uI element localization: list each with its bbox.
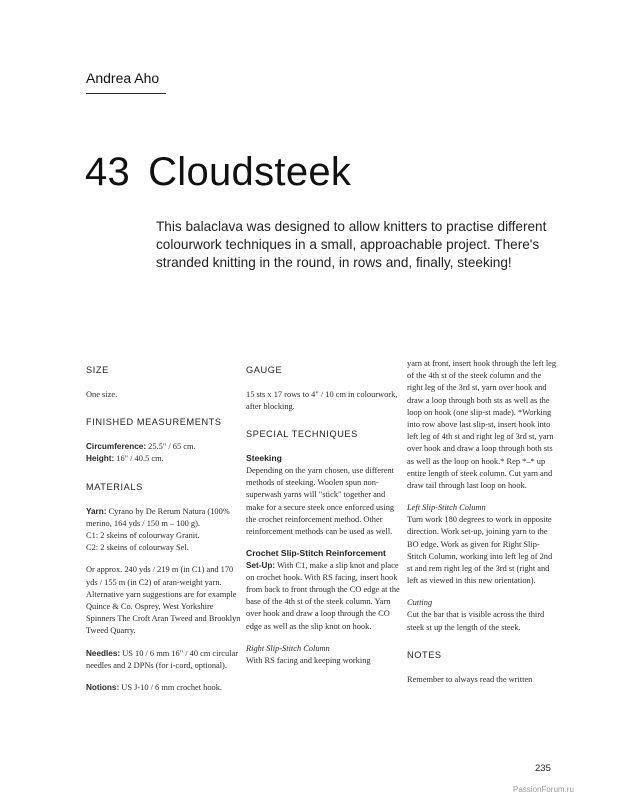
setup-line <box>246 560 404 633</box>
notions-label: Notions: <box>86 683 120 693</box>
page-number: 235 <box>535 763 551 774</box>
column-left <box>86 365 244 694</box>
yarn-label: Yarn: <box>86 506 107 516</box>
pattern-title <box>85 150 351 195</box>
watermark: PassionForum.ru <box>513 785 574 794</box>
crochet-reinforcement-heading: Crochet Slip-Stitch Reinforcement <box>246 548 386 559</box>
needles-label: Needles: <box>86 648 121 658</box>
right-column-heading: Right Slip-Stitch Column <box>246 643 330 653</box>
finished-measurements-heading: FINISHED MEASUREMENTS <box>86 417 222 428</box>
steeking-heading: Steeking <box>246 453 282 464</box>
author-underline <box>86 93 166 94</box>
intro-paragraph: This balaclava was designed to allow knitters to practise different colourwork techniques in a small, approachable project. There's stranded knitting in the round, in rows and, finally, steeking! <box>156 219 547 270</box>
height-value: 16" / 40.5 cm. <box>114 454 164 464</box>
pattern-name: Cloudsteek <box>148 150 352 194</box>
cutting-text: Cut the bar that is visible across the third steek st up the length of the steek. <box>407 610 545 632</box>
column-right <box>407 358 559 686</box>
left-column-text: Turn work 180 degrees to work in opposite direction. Work set-up, joining yarn to the BO edge. Work as given for Right Slip-Stitch Column, working into left leg of 2nd st and rem right leg of the 3rd st (right and left as viewed in this new orientation). <box>407 515 553 586</box>
author-name: Andrea Aho <box>86 70 160 86</box>
yarn-line <box>86 506 244 530</box>
yarn-value: Cyrano by De Rerum Natura (100% merino, 164 yds / 150 m – 100 g). <box>86 506 230 528</box>
notions-line <box>86 682 244 694</box>
pattern-number: 43 <box>85 150 131 194</box>
notions-value: US J-10 / 6 mm crochet hook. <box>119 683 223 693</box>
column-middle <box>246 365 404 667</box>
size-heading: SIZE <box>86 365 109 375</box>
right-column-text: With RS facing and keeping working <box>246 655 371 665</box>
notes-text: Remember to always read the written <box>407 674 533 684</box>
steeking-text: Depending on the yarn chosen, use different methods of steeking. Woolen spun non-superwash yarns will "stick" together and make for a secure steek once enforced using the crochet reinforcement method. Other reinforcement methods can be used as well. <box>246 465 395 536</box>
gauge-heading: GAUGE <box>246 365 283 375</box>
c2-line: C2: 2 skeins of colourway Sel. <box>86 543 189 553</box>
materials-heading: MATERIALS <box>86 481 143 492</box>
continued-text: yarn at front, insert hook through the left leg of the 4th st of the steek column and the right leg of the 3rd st, yarn over hook and draw a loop through both sts as well as the loop on hook (one slip-st made). *Working into row above last slip-st, insert hook into left leg of 4th st and right leg of 3rd st, yarn over hook and draw a loop through both sts as well as the loop on hook.* Rep *–* up entire length of steek column. Cut yarn and draw tail through last loop on hook. <box>407 359 557 491</box>
needles-value: US 10 / 6 mm 16" / 40 cm circular needles and 2 DPNs (for i-cord, optional). <box>86 648 238 670</box>
setup-text: With C1, make a slip knot and place on crochet hook. With RS facing, insert hook from back to front through the CO edge at the base of the 4th st of the steek column. Yarn over hook and draw a loop through the CO edge as well as the slip knot on hook. <box>246 560 400 631</box>
cutting-heading: Cutting <box>407 598 433 608</box>
circumference-label: Circumference: <box>86 442 147 452</box>
needles-line <box>86 648 244 672</box>
notes-heading: NOTES <box>407 649 442 660</box>
left-column-heading: Left Slip-Stitch Column <box>407 503 486 513</box>
height-line <box>86 453 244 465</box>
c1-line: C1: 2 skeins of colourway Granit. <box>86 531 200 541</box>
height-label: Height: <box>86 454 115 464</box>
special-techniques-heading: SPECIAL TECHNIQUES <box>246 429 358 440</box>
gauge-text: 15 sts x 17 rows to 4" / 10 cm in colourwork, after blocking. <box>246 390 398 412</box>
circumference-line <box>86 441 244 453</box>
size-text: One size. <box>86 390 118 399</box>
alternative-yarn-text: Or approx. 240 yds / 219 m (in C1) and 170 yds / 155 m (in C2) of aran-weight yarn. Alternative yarn suggestions are for example Quince & Co. Osprey, West Yorkshire Spinners The Croft Aran Tweed and Brooklyn Tweed Quarry. <box>86 565 241 636</box>
circumference-value: 25.5" / 65 cm. <box>146 442 196 452</box>
setup-label: Set-Up: <box>246 560 276 570</box>
